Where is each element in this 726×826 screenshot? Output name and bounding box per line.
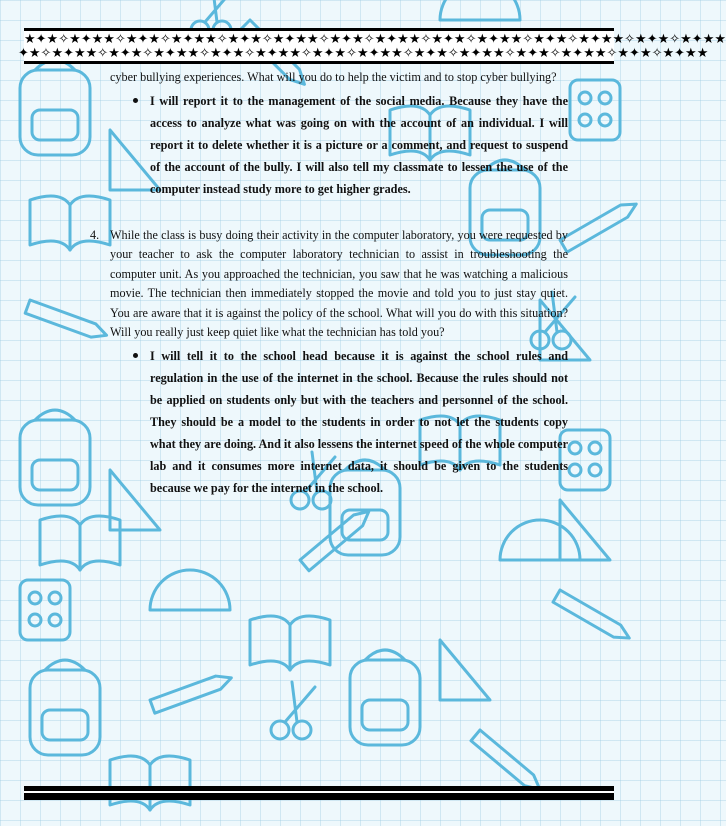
star-row-bottom: ✦★✧★✦★★✧★✦★✧★✦★★✧★✦★✧★✦★★✧★✦★✧★✦★★✧★✦★✧★✦★★✧★✦★✧★✦★★✧★✦★✧★✦★★ [18, 46, 709, 61]
bullet-dot-icon [133, 98, 138, 103]
star-row-top: ★✦★✧★✦★★✧★✦★✧★✦★★✧★✦★✧★✦★★✧★✦★✧★✦★★✧★✦★✧★✦★★✧★✦★✧★✦★★✧★✦★✧★✦★★ [24, 32, 726, 47]
item-number: 4. [90, 227, 100, 242]
intro-paragraph: cyber bullying experiences. What will you do to help the victim and to stop cyber bullying? [110, 70, 557, 84]
page-border-bottom [24, 786, 614, 800]
answer-1-text: I will report it to the management of the social media. Because they have the access to analyze what was going on with the account of an individual. I will report it to delete whether it is a picture or a comment, and request to suspend of the account of the bully. I will also tell my classmate to lessen the use of the computer instead study more to get higher grades. [150, 93, 568, 196]
item-4-question: While the class is busy doing their activity in the computer laboratory, you were requested by your teacher to ask the computer laboratory technician to assist in troubleshooting the computer unit. As you approached the technician, you saw that he was watching a malicious movie. The technician then immediately stopped the movie and told you to just stay quiet. You are aware that it is against the policy of the school. What will you do with this situation? Will you really just keep quiet like what the technician has told you? [110, 227, 568, 339]
answer-list-2 [90, 345, 568, 499]
answer-2-text: I will tell it to the school head because it is against the school rules and regulation in the use of the internet in the school. Because the rules should not be applied on students only but with the teachers and personnel of the school. They should be a model to the students in order to not let the students copy what they are doing. And it also lessens the internet speed of the whole computer lab and it consumes more internet data, it should be given to the students because we pay for the internet in the school. [150, 348, 568, 495]
bullet-dot-icon [133, 353, 138, 358]
star-border-top [18, 28, 726, 64]
answer-bullet-2 [90, 345, 568, 499]
answer-list-1 [90, 90, 568, 200]
numbered-item-4 [90, 226, 568, 499]
document-body [90, 68, 568, 499]
answer-bullet-1 [90, 90, 568, 200]
